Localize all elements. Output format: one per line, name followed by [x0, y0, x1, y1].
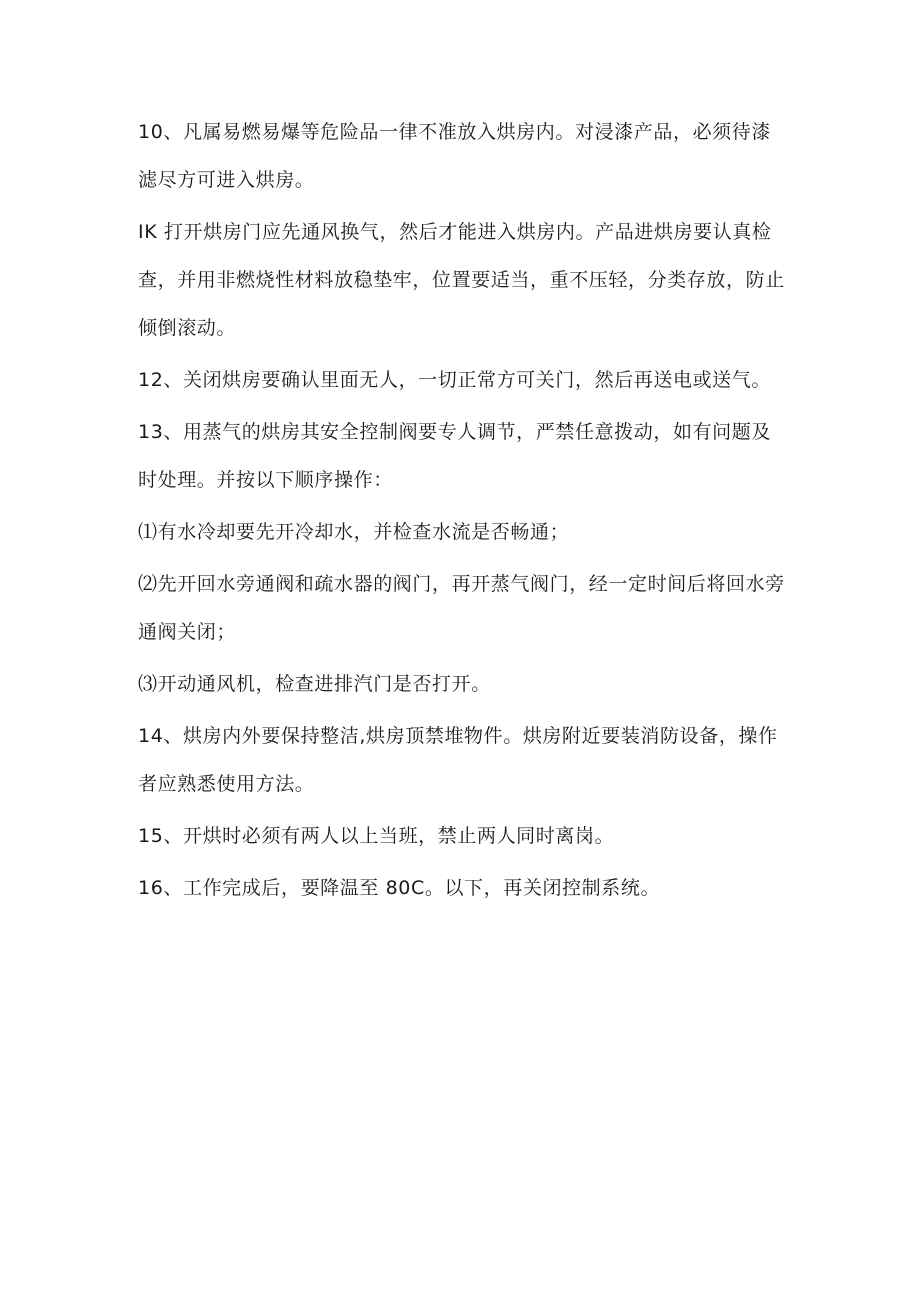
paragraph-12: 12、关闭烘房要确认里面无人，一切正常方可关门，然后再送电或送气。	[138, 369, 771, 391]
paragraph-16: 16、工作完成后，要降温至 80C。以下，再关闭控制系统。	[138, 877, 661, 899]
paragraph-14: 14、烘房内外要保持整洁,烘房顶禁堆物件。烘房附近要装消防设备，操作者应熟悉使用方法。	[138, 725, 778, 795]
paragraph-11: IK 打开烘房门应先通风换气，然后才能进入烘房内。产品进烘房要认真检查，并用非燃烧性材料放稳垫牢，位置要适当，重不压轻，分类存放，防止倾倒滚动。	[138, 221, 785, 339]
paragraph-10: 10、凡属易燃易爆等危险品一律不准放入烘房内。对浸漆产品，必须待漆滤尽方可进入烘房。	[138, 121, 771, 191]
document-body	[138, 108, 788, 916]
paragraph-13-step-3: ⑶开动通风机，检查进排汽门是否打开。	[138, 673, 491, 695]
paragraph-13: 13、用蒸气的烘房其安全控制阀要专人调节，严禁任意拨动，如有问题及时处理。并按以下顺序操作：	[138, 421, 771, 491]
paragraph-15: 15、开烘时必须有两人以上当班，禁止两人同时离岗。	[138, 825, 615, 847]
paragraph-13-step-1: ⑴有水冷却要先开冷却水，并检查水流是否畅通；	[138, 521, 570, 543]
paragraph-13-step-2: ⑵先开回水旁通阀和疏水器的阀门，再开蒸气阀门，经一定时间后将回水旁通阀关闭；	[138, 573, 785, 643]
